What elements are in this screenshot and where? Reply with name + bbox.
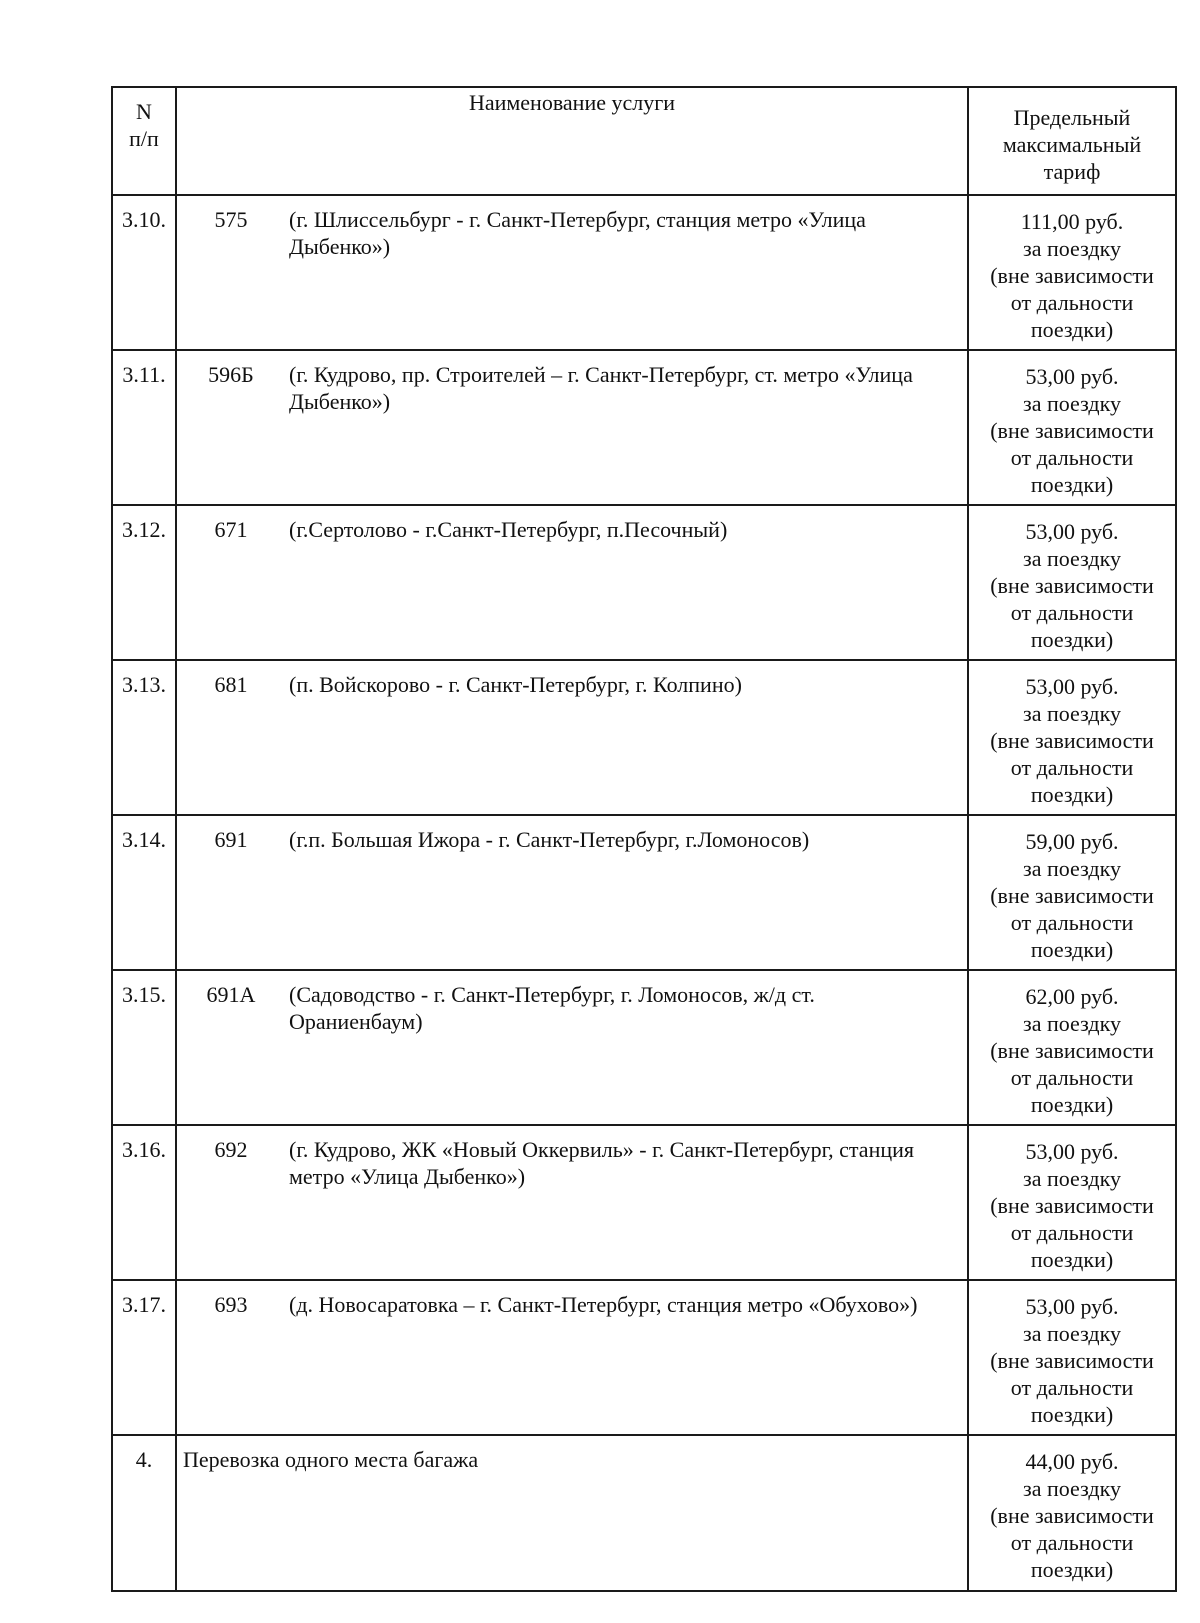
tariff-condition-2: от дальности xyxy=(1010,1220,1134,1245)
tariff-condition-1: (вне зависимости xyxy=(990,1348,1154,1373)
row-number: 3.13. xyxy=(112,660,176,815)
tariff-condition-3: поездки) xyxy=(1030,1402,1114,1427)
tariff-condition-1: (вне зависимости xyxy=(990,263,1154,288)
table-row xyxy=(112,505,1176,660)
tariff-condition-2: от дальности xyxy=(1010,910,1134,935)
tariff-cell xyxy=(968,660,1176,815)
route-description: (Садоводство - г. Санкт-Петербург, г. Ломоносов, ж/д ст. Ораниенбаум) xyxy=(289,982,815,1034)
service-cell xyxy=(176,505,968,660)
tariff-per: за поездку xyxy=(1023,236,1121,261)
tariff-condition-2: от дальности xyxy=(1010,290,1134,315)
tariff-condition-2: от дальности xyxy=(1010,755,1134,780)
service-cell xyxy=(176,660,968,815)
tariff-cell xyxy=(968,970,1176,1125)
tariff-cell xyxy=(968,815,1176,970)
tariff-condition-1: (вне зависимости xyxy=(990,418,1154,443)
table-row xyxy=(112,1125,1176,1280)
service-cell xyxy=(176,1125,968,1280)
tariff-per: за поездку xyxy=(1023,1321,1121,1346)
tariff-condition-3: поездки) xyxy=(1030,627,1114,652)
tariff-price: 53,00 руб. xyxy=(1025,1139,1119,1164)
row-number: 3.16. xyxy=(112,1125,176,1280)
tariff-per: за поездку xyxy=(1023,1011,1121,1036)
tariff-condition-1: (вне зависимости xyxy=(990,1193,1154,1218)
tariff-price: 111,00 руб. xyxy=(1020,209,1124,234)
route-description: (п. Войскорово - г. Санкт-Петербург, г. Колпино) xyxy=(289,672,742,697)
row-number: 3.14. xyxy=(112,815,176,970)
tariff-condition-3: поездки) xyxy=(1030,937,1114,962)
tariff-condition-2: от дальности xyxy=(1010,1530,1134,1555)
route-number: 575 xyxy=(214,207,248,232)
service-cell xyxy=(176,970,968,1125)
route-description: (д. Новосаратовка – г. Санкт-Петербург, станция метро «Обухово») xyxy=(289,1292,918,1317)
tariff-price: 53,00 руб. xyxy=(1025,519,1119,544)
table-header-row xyxy=(112,87,1176,195)
row-number: 3.12. xyxy=(112,505,176,660)
row-number: 3.15. xyxy=(112,970,176,1125)
route-number: 596Б xyxy=(208,362,254,387)
route-number: 671 xyxy=(214,517,248,542)
tariff-cell xyxy=(968,1435,1176,1591)
tariff-condition-3: поездки) xyxy=(1030,1092,1114,1117)
tariff-condition-3: поездки) xyxy=(1030,782,1114,807)
route-number: 681 xyxy=(214,672,248,697)
service-cell xyxy=(176,1280,968,1435)
tariff-condition-2: от дальности xyxy=(1010,445,1134,470)
tariff-condition-2: от дальности xyxy=(1010,1375,1134,1400)
row-number: 3.17. xyxy=(112,1280,176,1435)
service-cell xyxy=(176,815,968,970)
row-number: 4. xyxy=(112,1435,176,1591)
tariff-condition-1: (вне зависимости xyxy=(990,728,1154,753)
tariff-table xyxy=(111,86,1177,1592)
table-row xyxy=(112,660,1176,815)
service-cell xyxy=(176,195,968,350)
tariff-condition-1: (вне зависимости xyxy=(990,1503,1154,1528)
tariff-cell xyxy=(968,195,1176,350)
tariff-condition-2: от дальности xyxy=(1010,600,1134,625)
tariff-price: 53,00 руб. xyxy=(1025,364,1119,389)
tariff-per: за поездку xyxy=(1023,391,1121,416)
table-body xyxy=(112,195,1176,1591)
route-description: (г.Сертолово - г.Санкт-Петербург, п.Песочный) xyxy=(289,517,728,542)
route-number: 691А xyxy=(206,982,256,1007)
route-number: 691 xyxy=(214,827,248,852)
table-row xyxy=(112,1435,1176,1591)
tariff-per: за поездку xyxy=(1023,546,1121,571)
tariff-price: 53,00 руб. xyxy=(1025,674,1119,699)
header-num: N п/п xyxy=(112,87,176,195)
route-description: (г. Шлиссельбург - г. Санкт-Петербург, станция метро «Улица Дыбенко») xyxy=(289,207,866,259)
route-description: (г. Кудрово, пр. Строителей – г. Санкт-Петербург, ст. метро «Улица Дыбенко») xyxy=(289,362,913,414)
tariff-cell xyxy=(968,505,1176,660)
tariff-per: за поездку xyxy=(1023,1166,1121,1191)
table-row xyxy=(112,1280,1176,1435)
table-row xyxy=(112,970,1176,1125)
tariff-condition-2: от дальности xyxy=(1010,1065,1134,1090)
service-description: Перевозка одного места багажа xyxy=(176,1435,968,1591)
tariff-price: 53,00 руб. xyxy=(1025,1294,1119,1319)
tariff-condition-1: (вне зависимости xyxy=(990,573,1154,598)
tariff-cell xyxy=(968,350,1176,505)
tariff-condition-3: поездки) xyxy=(1030,317,1114,342)
tariff-per: за поездку xyxy=(1023,701,1121,726)
header-service-name: Наименование услуги xyxy=(176,87,968,195)
tariff-price: 59,00 руб. xyxy=(1025,829,1119,854)
tariff-condition-3: поездки) xyxy=(1030,1557,1114,1582)
tariff-condition-1: (вне зависимости xyxy=(990,883,1154,908)
row-number: 3.10. xyxy=(112,195,176,350)
table-row xyxy=(112,815,1176,970)
tariff-condition-1: (вне зависимости xyxy=(990,1038,1154,1063)
route-number: 692 xyxy=(214,1137,248,1162)
tariff-cell xyxy=(968,1280,1176,1435)
tariff-condition-3: поездки) xyxy=(1030,1247,1114,1272)
tariff-per: за поездку xyxy=(1023,856,1121,881)
row-number: 3.11. xyxy=(112,350,176,505)
table-row xyxy=(112,195,1176,350)
table-row xyxy=(112,350,1176,505)
tariff-price: 62,00 руб. xyxy=(1025,984,1119,1009)
service-cell xyxy=(176,350,968,505)
route-number: 693 xyxy=(214,1292,248,1317)
route-description: (г.п. Большая Ижора - г. Санкт-Петербург, г.Ломоносов) xyxy=(289,827,810,852)
header-tariff: Предельный максимальный тариф xyxy=(968,87,1176,195)
route-description: (г. Кудрово, ЖК «Новый Оккервиль» - г. Санкт-Петербург, станция метро «Улица Дыбенко») xyxy=(289,1137,915,1189)
tariff-condition-3: поездки) xyxy=(1030,472,1114,497)
tariff-price: 44,00 руб. xyxy=(1025,1449,1119,1474)
tariff-per: за поездку xyxy=(1023,1476,1121,1501)
tariff-cell xyxy=(968,1125,1176,1280)
